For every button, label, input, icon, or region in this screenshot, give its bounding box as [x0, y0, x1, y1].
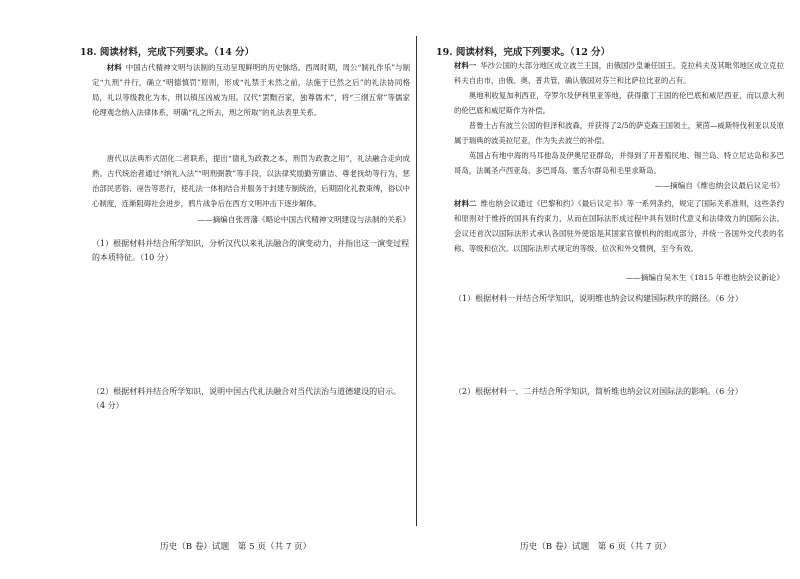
question-18-part-1: （1）根据材料并结合所学知识，分析汉代以来礼法融合的演变动力，并指出这一演变过程的本质特征。（10 分）: [92, 239, 410, 262]
question-18-heading: 18. 阅读材料，完成下列要求。（14 分）: [80, 47, 255, 58]
material-1-paragraph-2: 奥地利收复加利西亚，夺罗尔及伊利里亚等地，获得撒丁王国的伦巴底和威尼西亚，而以意大利的伦巴底和威尼斯作为补偿。: [454, 91, 784, 115]
question-18-material: [92, 60, 410, 120]
question-19-part-2: （2）根据材料一、二并结合所学知识，简析维也纳会议对国际法的影响。（6 分）: [454, 387, 743, 396]
material-2-paragraph: [454, 196, 784, 256]
page-footer-right: 历史（B 卷）试题 第 6 页（共 7 页）: [520, 542, 672, 552]
question-18-material-continued: 唐代以法典形式固化二者联系，提出“德礼为政教之本，刑罚为政教之用”，礼法融合走向成熟。古代统治者通过“纳礼入法”“明刑弼教”等手段，以法律奖励勤劳廉洁、尊老抚幼等行为，惩治部民恶俗、诬告等恶行，使礼法一体相结合并服务于封建专制统治，后期固化礼教束缚，俗以中心制度，连渐阻碍社会进步，鸦片战争后在西方文明冲击下逐步解体。: [92, 154, 410, 208]
material-1-paragraph-1: [454, 58, 784, 88]
material-1-label: 材料一: [454, 61, 477, 70]
material-2-text: 维也纳会议通过《巴黎和约》《最后议定书》等一系列条约，规定了国际关系准则，这些条约和原则对于维持的国具有约束力，从而在国际法形成过程中具有划时代意义和法律效力的国际公法。会议还首次以国际法形式承认各国驻外使馆是其国家官僚机构的组成部分，并统一各国外交代表的名称、等级和位次。以国际法形式规定的等级、位次和外交惯例，至今有效。: [454, 199, 784, 253]
material-2-label: 材料二: [454, 199, 477, 208]
page-footer-left: 历史（B 卷）试题 第 5 页（共 7 页）: [160, 542, 312, 552]
material-1-paragraph-4: 英国占有地中海的马耳他岛及伊奥尼亚群岛，并得到了开普殖民地、锡兰岛、特立尼达岛和多巴哥岛，法属圣卢西亚岛、多巴哥岛、塞舌尔群岛和毛里求斯岛。: [454, 151, 784, 175]
material-1-text-1: 华沙公国的大部分地区成立波兰王国，由俄国沙皇兼任国王。克拉科夫及其毗邻地区成立克拉科夫自由市，由俄、奥、普共管，确认俄国对芬兰和比萨拉比亚的占有。: [454, 61, 784, 85]
material-label: 材料: [106, 63, 122, 72]
question-19-part-1: （1）根据材料一并结合所学知识，说明维也纳会议构建国际秩序的路径。（6 分）: [454, 294, 743, 303]
page-divider: [416, 36, 417, 526]
right-page: [420, 0, 800, 579]
question-18-source: ——摘编自张晋藩《略论中国古代精神文明建设与法制的关系》: [197, 215, 410, 224]
material-1-source: ——摘编自《维也纳会议最后议定书》: [654, 181, 784, 190]
material-2-source: ——摘编自吴木生《1815 年维也纳会议新论》: [625, 273, 784, 282]
material-text: 中国古代精神文明与法制的互动呈现鲜明的历史脉络。西周时期，周公“制礼作乐”与制定“九刑”并行，确立“明德慎罚”原则，形成“礼禁于未然之前，法施于已然之后”的礼法协同格局，礼以等级教化为本，刑以镇压凶威为用。汉代“罢黜百家，独尊儒术”，将“三纲五常”等儒家伦理观念纳入法律体系，明确“礼之所去，刑之所取”的礼法表里关系。: [92, 63, 410, 117]
material-1-paragraph-3: 普鲁士占有波兰公国的但泽和波森，并获得了2/5的萨克森王国领土，莱茵—威斯特伐利亚以及原属于瑞典的波美拉尼亚，作为失去波兰的补偿。: [454, 121, 784, 145]
question-18-part-2: （2）根据材料并结合所学知识，说明中国古代礼法融合对当代法治与道德建设的启示。（4 分）: [92, 387, 402, 410]
question-19-heading: 19. 阅读材料，完成下列要求。（12 分）: [436, 47, 611, 58]
